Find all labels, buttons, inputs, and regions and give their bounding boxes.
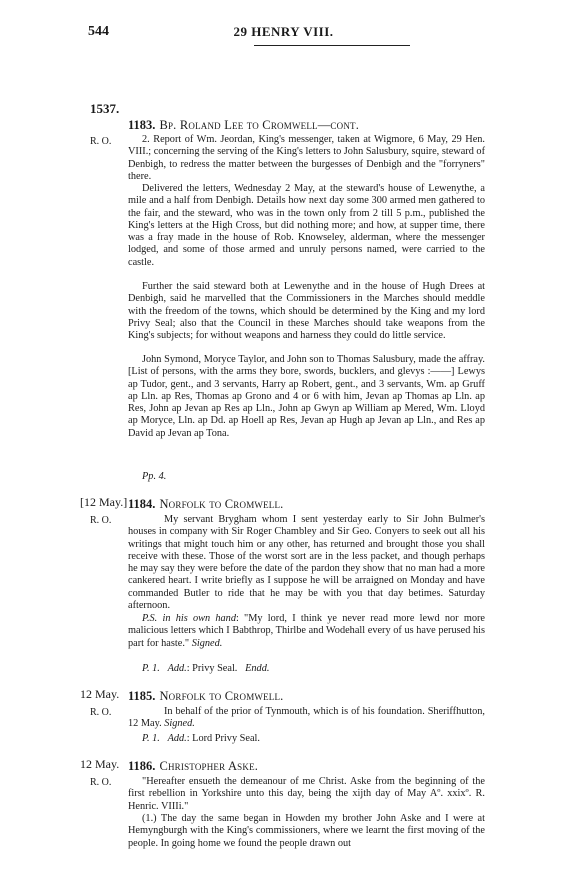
- entry-1183-paragraph-2: Delivered the letters, Wednesday 2 May, at the steward's house of Lewenythe, a mile and a half from Denbigh. Details how next day some 300 armed men gathered to the fair, and the steward, who was in the town only from 2 till 5 p.m., published the King's letters at the High Cross, but did nothing more; and how, at supper time, there was a fray made in the house of Rob. Knowseley, alderman, where the messenger lodged, and some of those armed and unruly persons named, were carried to the castle.: [128, 183, 485, 268]
- entry-1183-paragraph-1: 2. Report of Wm. Jeordan, King's messenger, taken at Wigmore, 6 May, 29 Hen. VIII.; concerning the serving of the King's letters to John Salusbury, squire, steward of Denbigh, to redress the matter between the burgesses of Denbigh and the "forryners" there.: [128, 134, 485, 182]
- entry-1184-heading: [128, 495, 284, 513]
- entry-1183-paragraph-3: Further the said steward both at Lewenythe and in the house of Hugh Drees at Denbigh, said he marvelled that the Commissioners in the Marches should meddle with the freedom of the towns, which should be determined by the King and my lord Privy Seal; also that the Council in these Marches should take weapons from the King's subjects; for without weapons and harness they could do little service.: [128, 281, 485, 342]
- entry-1185-paragraph-1: [128, 706, 485, 731]
- entry-1186-paragraph-1: "Hereafter ensueth the demeanour of me Christ. Aske from the beginning of the first rebellion in Yorkshire unto this day, being the xijth day of May Aº. xxixº. R. Henric. VIIIi.": [128, 776, 485, 812]
- entry-1186-source: R. O.: [90, 777, 112, 788]
- entry-title: Christopher Aske.: [159, 759, 259, 773]
- entry-1184-date: [12 May.]: [80, 495, 128, 509]
- address-text: : Privy Seal.: [186, 663, 238, 674]
- entry-number: 1186.: [128, 759, 156, 773]
- entry-number: 1183.: [128, 118, 156, 132]
- address-text: : Lord Privy Seal.: [186, 733, 260, 744]
- postscript-label: P.S. in his own hand: [142, 613, 236, 624]
- pages-note: Pp. 4.: [142, 471, 167, 482]
- entry-1186-heading: [128, 757, 258, 775]
- entry-1183-source: R. O.: [90, 136, 112, 147]
- entry-number: 1185.: [128, 689, 156, 703]
- header-rule: [254, 45, 410, 46]
- pages-note: P. 1.: [142, 733, 160, 744]
- signed-note: Signed.: [164, 718, 195, 730]
- entry-title: Bp. Roland Lee to Cromwell—cont.: [159, 118, 360, 132]
- endorsed-note: Endd.: [245, 663, 270, 674]
- entry-title: Norfolk to Cromwell.: [159, 497, 284, 511]
- entry-1186-date: 12 May.: [80, 757, 120, 771]
- year-label: 1537.: [90, 101, 120, 116]
- pages-note: P. 1.: [142, 663, 160, 674]
- entry-1184-paragraph-1: My servant Brygham whom I sent yesterday early to Sir John Bulmer's houses in company with Sir Roger Chambley and Sir Geo. Conyers to seek out all his writings that might touch him or any other, has returned and brought those you shall receive with these. Those of the worst sort are in the less packet, and though perhaps he may say they were before the date of the pardon they show that no man had a more cankered heart. I write briefly as I suppose he will be arraigned on Monday and have commanded Butler to ride that he may be with you that day betimes. Saturday afternoon.: [128, 514, 485, 612]
- entry-number: 1184.: [128, 497, 156, 511]
- entry-1185-source: R. O.: [90, 707, 112, 718]
- postscript-signed: Signed.: [191, 637, 223, 649]
- entry-1186-paragraph-2: (1.) The day the same began in Howden my brother John Aske and I were at Hemyngburgh with the King's commissioners, where we learnt the first moving of the people. In going home we found the people drawn out: [128, 813, 485, 849]
- entry-1183-note: [142, 471, 166, 482]
- page-number: 544: [88, 24, 109, 39]
- entry-1185-heading: [128, 687, 284, 705]
- entry-1183-paragraph-4: John Symond, Moryce Taylor, and John son to Thomas Salusbury, made the affray. [List of persons, with the arms they bore, swords, bucklers, and glevys :——] Lewys ap Tudor, gent., and 3 servants, Harry ap Robert, gent., and 3 servants, Wm. ap Gruff ap Lln. ap Res, Thomas ap Grono and 4 or 6 with him, Jevan ap Thomas ap Lln. ap Res, John ap Jevan ap Res ap Lln., John ap Gwyn ap William ap Mered, Wm. Lloyd ap Moryce, Lln. ap Dd. ap Hoell ap Res, Jevan ap Hugh ap Jevan ap Lln., and Res ap David ap Jevan ap Tona.: [128, 354, 485, 439]
- entry-title: Norfolk to Cromwell.: [159, 689, 284, 703]
- address-label: Add.: [167, 663, 187, 674]
- entry-1183-heading: [128, 116, 359, 134]
- entry-1184-postscript: [128, 613, 485, 650]
- paragraph-text: In behalf of the prior of Tynmouth, which is of his foundation. Sheriffhutton, 12 May.: [128, 706, 485, 730]
- running-title: 29 HENRY VIII.: [233, 24, 334, 39]
- postscript-text: : "My lord, I think ye never read more lewd nor more malicious letters which I Babthrop, Thirlbe and Wodehall every of us have perused his part for haste.": [128, 613, 485, 649]
- entry-1184-source: R. O.: [90, 515, 112, 526]
- entry-1185-note: [142, 733, 260, 744]
- address-label: Add.: [167, 733, 187, 744]
- entry-1184-note: [142, 663, 269, 674]
- entry-1185-date: 12 May.: [80, 687, 120, 701]
